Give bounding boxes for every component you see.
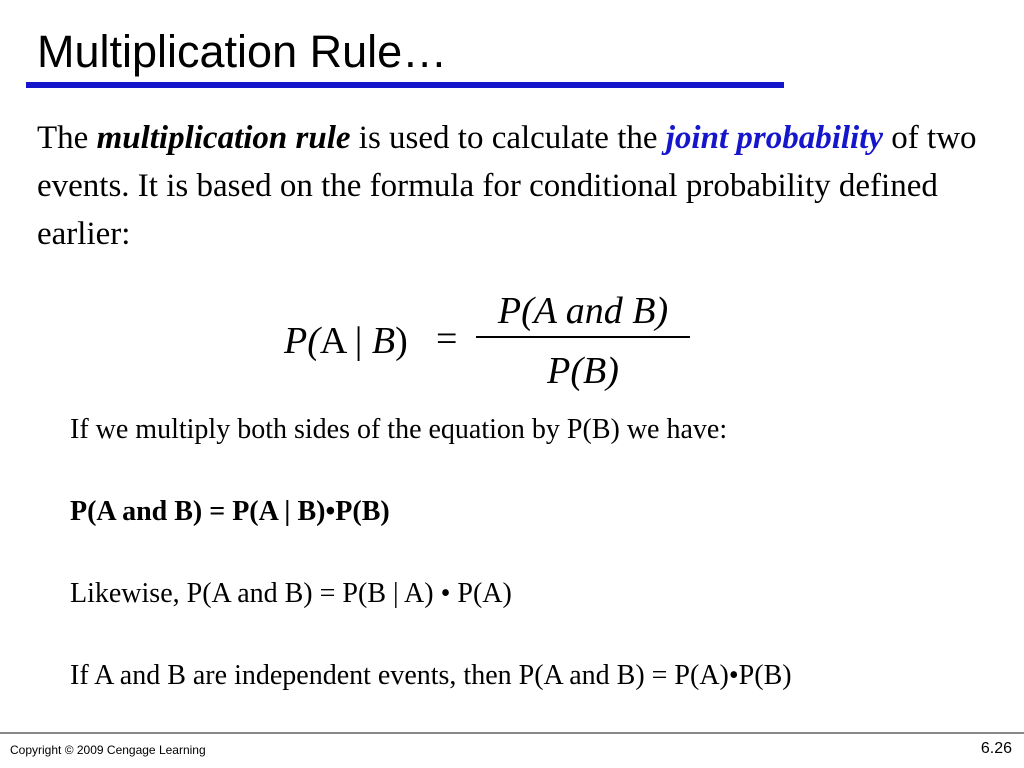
formula-lhs (284, 316, 408, 366)
fraction-bar (476, 336, 690, 338)
slide-title: Multiplication Rule… (37, 26, 448, 77)
copyright-notice: Copyright © 2009 Cengage Learning (10, 743, 206, 757)
multiply-sides-text: If we multiply both sides of the equation by P(B) we have: (70, 414, 728, 445)
intro-text-2: is used to calculate the (350, 120, 666, 156)
formula-lhs-a: A (319, 320, 346, 362)
probability-term: probability (736, 120, 884, 156)
title-underline (26, 82, 784, 88)
multiplication-rule-formula: P(A and B) = P(A | B)•P(B) (70, 496, 390, 527)
formula-denominator: P(B) (547, 350, 619, 392)
intro-paragraph (37, 114, 987, 258)
likewise-formula: Likewise, P(A and B) = P(B | A) • P(A) (70, 578, 512, 609)
formula-equals: = (436, 318, 458, 360)
formula-lhs-open: P( (284, 320, 320, 362)
formula-lhs-b: B (371, 320, 396, 362)
page-number: 6.26 (980, 740, 1012, 757)
footer-divider (0, 732, 1024, 734)
intro-text-3: of two events. It is based on the formula for conditional probability defined earlier: (37, 120, 977, 252)
multiplication-rule-term: multiplication rule (96, 120, 351, 156)
formula-lhs-close: ) (395, 320, 408, 362)
formula-numerator: P(A and B) (497, 290, 669, 332)
formula-lhs-bar: | (345, 320, 372, 362)
joint-term: joint (665, 120, 729, 156)
conditional-probability-formula (284, 286, 704, 396)
independent-events-formula: If A and B are independent events, then P(A and B) = P(A)•P(B) (70, 660, 792, 691)
intro-text-1: The (37, 120, 97, 156)
